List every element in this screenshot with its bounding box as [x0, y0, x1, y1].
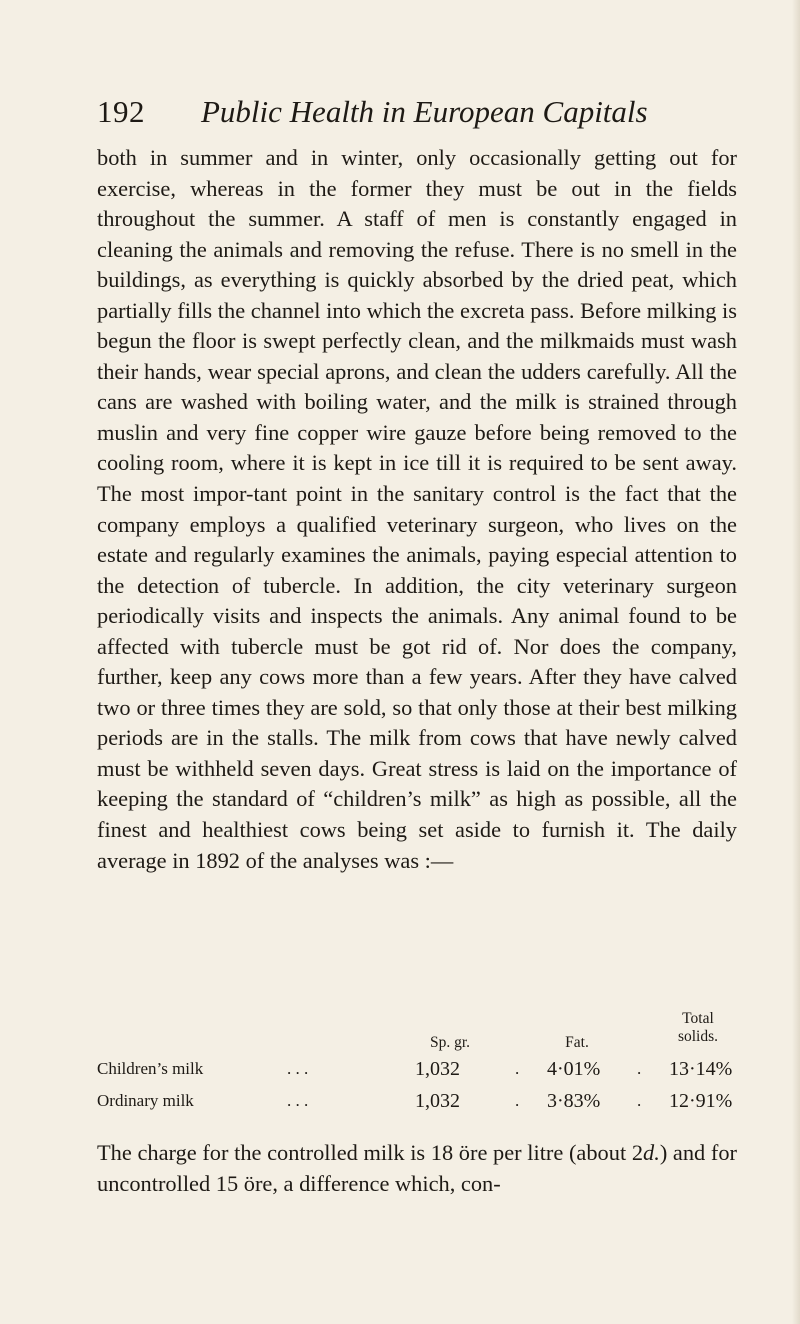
dot-leader: . . .	[287, 1059, 309, 1078]
header-total-line2: solids.	[677, 1028, 719, 1045]
header-total-solids	[653, 1010, 743, 1046]
closing-paragraph	[97, 1138, 737, 1199]
closing-line-2-pence: d.	[643, 1140, 660, 1165]
closing-line-2-rest: ) and for uncontrolled 15 öre, a difference which, con-	[97, 1140, 737, 1196]
specific-gravity-value: 1,032	[415, 1090, 460, 1112]
total-solids-value: 13·14%	[669, 1058, 733, 1080]
running-title: Public Health in European Capitals	[201, 94, 648, 129]
fat-value: 3·83%	[547, 1090, 601, 1112]
closing-line-1: The charge for the controlled milk is 18 öre per litre (about	[97, 1140, 627, 1165]
dot-leader: . . .	[287, 1091, 309, 1110]
separator-dot: .	[637, 1059, 642, 1078]
separator-dot: .	[515, 1059, 520, 1078]
row-label: Ordinary milk	[97, 1091, 194, 1110]
total-solids-value: 12·91%	[669, 1090, 733, 1112]
table-row	[97, 1057, 757, 1081]
header-specific-gravity: Sp. gr.	[429, 1034, 471, 1051]
page-number: 192	[97, 94, 145, 129]
scan-edge-shadow	[792, 0, 800, 1324]
header-fat: Fat.	[565, 1034, 589, 1051]
separator-dot: .	[515, 1091, 520, 1110]
fat-value: 4·01%	[547, 1058, 601, 1080]
body-paragraph: both in summer and in winter, only occasionally getting out for exercise, whereas in the former they must be out in the fields throughout the summer. A staff of men is constantly engaged in cleaning the animals and removing the refuse. There is no smell in the buildings, as everything is quickly absorbed by the dried peat, which partially fills the channel into which the excreta pass. Before milking is begun the floor is swept perfectly clean, and the milkmaids must wash their hands, wear special aprons, and clean the udders carefully. All the cans are washed with boiling water, and the milk is strained through muslin and very fine copper wire gauze before being removed to the cooling room, where it is kept in ice till it is required to be sent away. The most impor-tant point in the sanitary control is the fact that the company employs a qualified veterinary surgeon, who lives on the estate and regularly examines the animals, paying especial attention to the detection of tubercle. In addition, the city veterinary surgeon periodically visits and inspects the animals. Any animal found to be affected with tubercle must be got rid of. Nor does the company, further, keep any cows more than a few years. After they have calved two or three times they are sold, so that only those at their best milking periods are in the stalls. The milk from cows that have newly calved must be withheld seven days. Great stress is laid on the importance of keeping the standard of “children’s milk” as high as possible, all the finest and healthiest cows being set aside to furnish it. The daily average in 1892 of the analyses was :—	[97, 145, 737, 873]
header-total-line1: Total	[682, 1010, 714, 1027]
separator-dot: .	[637, 1091, 642, 1110]
row-label: Children’s milk	[97, 1059, 204, 1078]
milk-analysis-table	[97, 1010, 737, 1122]
page-header	[97, 92, 737, 132]
closing-line-2-number: 2	[631, 1140, 644, 1165]
specific-gravity-value: 1,032	[415, 1058, 460, 1080]
table-row	[97, 1089, 757, 1113]
